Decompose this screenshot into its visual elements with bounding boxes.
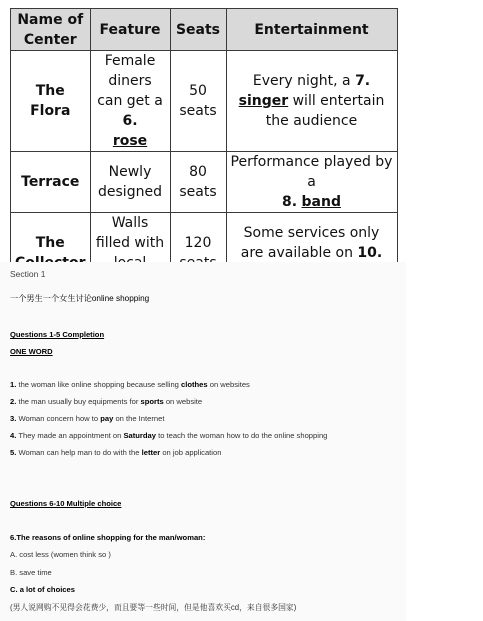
entertainment-cell: Some services only are available on 10. — [226, 213, 397, 294]
answer-number: 7. — [355, 73, 371, 89]
table-header-row — [11, 9, 398, 51]
answer-number: 10. — [357, 245, 383, 261]
section-summary: 一个男生一个女生讨论online shopping — [10, 294, 150, 303]
feature-cell: Walls filled with — [90, 213, 170, 294]
info-table — [10, 8, 398, 294]
question-item: 4. They made an appointment on Saturday to teach the woman how to do the online shopping — [10, 431, 328, 440]
header-seats: Seats — [170, 9, 226, 51]
header-entertainment: Entertainment — [226, 9, 397, 51]
q1-5-instruction: ONE WORD — [10, 347, 53, 356]
answer-word: Saturday — [123, 431, 156, 440]
answer-word: pay — [100, 414, 114, 423]
seats-cell: 80 seats — [170, 152, 226, 213]
answer-word: letter — [141, 448, 161, 457]
center-name: The — [11, 213, 91, 294]
answer-word: clothes — [181, 380, 208, 389]
option-a: A. cost less (women think so ) — [10, 550, 111, 559]
feature-cell: Female diners can get a 6. rose — [90, 51, 170, 152]
answer-number: 8. — [282, 194, 298, 210]
question-item: 3. Woman concern how to pay on the Internet — [10, 414, 165, 423]
table-row — [11, 51, 398, 152]
option-explanation: (男人说网购不见得会花费少，而且要等一些时间，但是他喜欢买cd，来自很多国家) — [10, 603, 297, 612]
answer-word: rose — [112, 133, 148, 149]
option-c: C. a lot of choices — [10, 585, 75, 594]
q1-5-title: Questions 1-5 Completion — [10, 330, 105, 339]
section-label: Section 1 — [10, 269, 46, 279]
header-feature: Feature — [90, 9, 170, 51]
answer-word: band — [301, 194, 341, 210]
answer-word: singer — [238, 93, 289, 109]
question-6-title: 6.The reasons of online shopping for the man/woman: — [10, 533, 206, 542]
header-name-of-center: Name of Center — [11, 9, 91, 51]
entertainment-cell: Performance played by a 8. band — [226, 152, 397, 213]
answer-word: sports — [140, 397, 164, 406]
seats-cell: 50 seats — [170, 51, 226, 152]
notes-panel — [0, 262, 406, 621]
center-name: Terrace — [11, 152, 91, 213]
q6-10-title: Questions 6-10 Multiple choice — [10, 499, 122, 508]
entertainment-cell: Every night, a 7. singer will entertain the audience — [226, 51, 397, 152]
seats-cell: 120 — [170, 213, 226, 294]
question-item: 2. the man usually buy equipments for sports on website — [10, 397, 203, 406]
option-b: B. save time — [10, 568, 52, 577]
feature-cell: Newly designed — [90, 152, 170, 213]
question-item: 5. Woman can help man to do with the letter on job application — [10, 448, 222, 457]
question-item: 1. the woman like online shopping because selling clothes on websites — [10, 380, 250, 389]
table-row — [11, 152, 398, 213]
answer-number: 6. — [122, 113, 138, 129]
center-name: The Flora — [11, 51, 91, 152]
